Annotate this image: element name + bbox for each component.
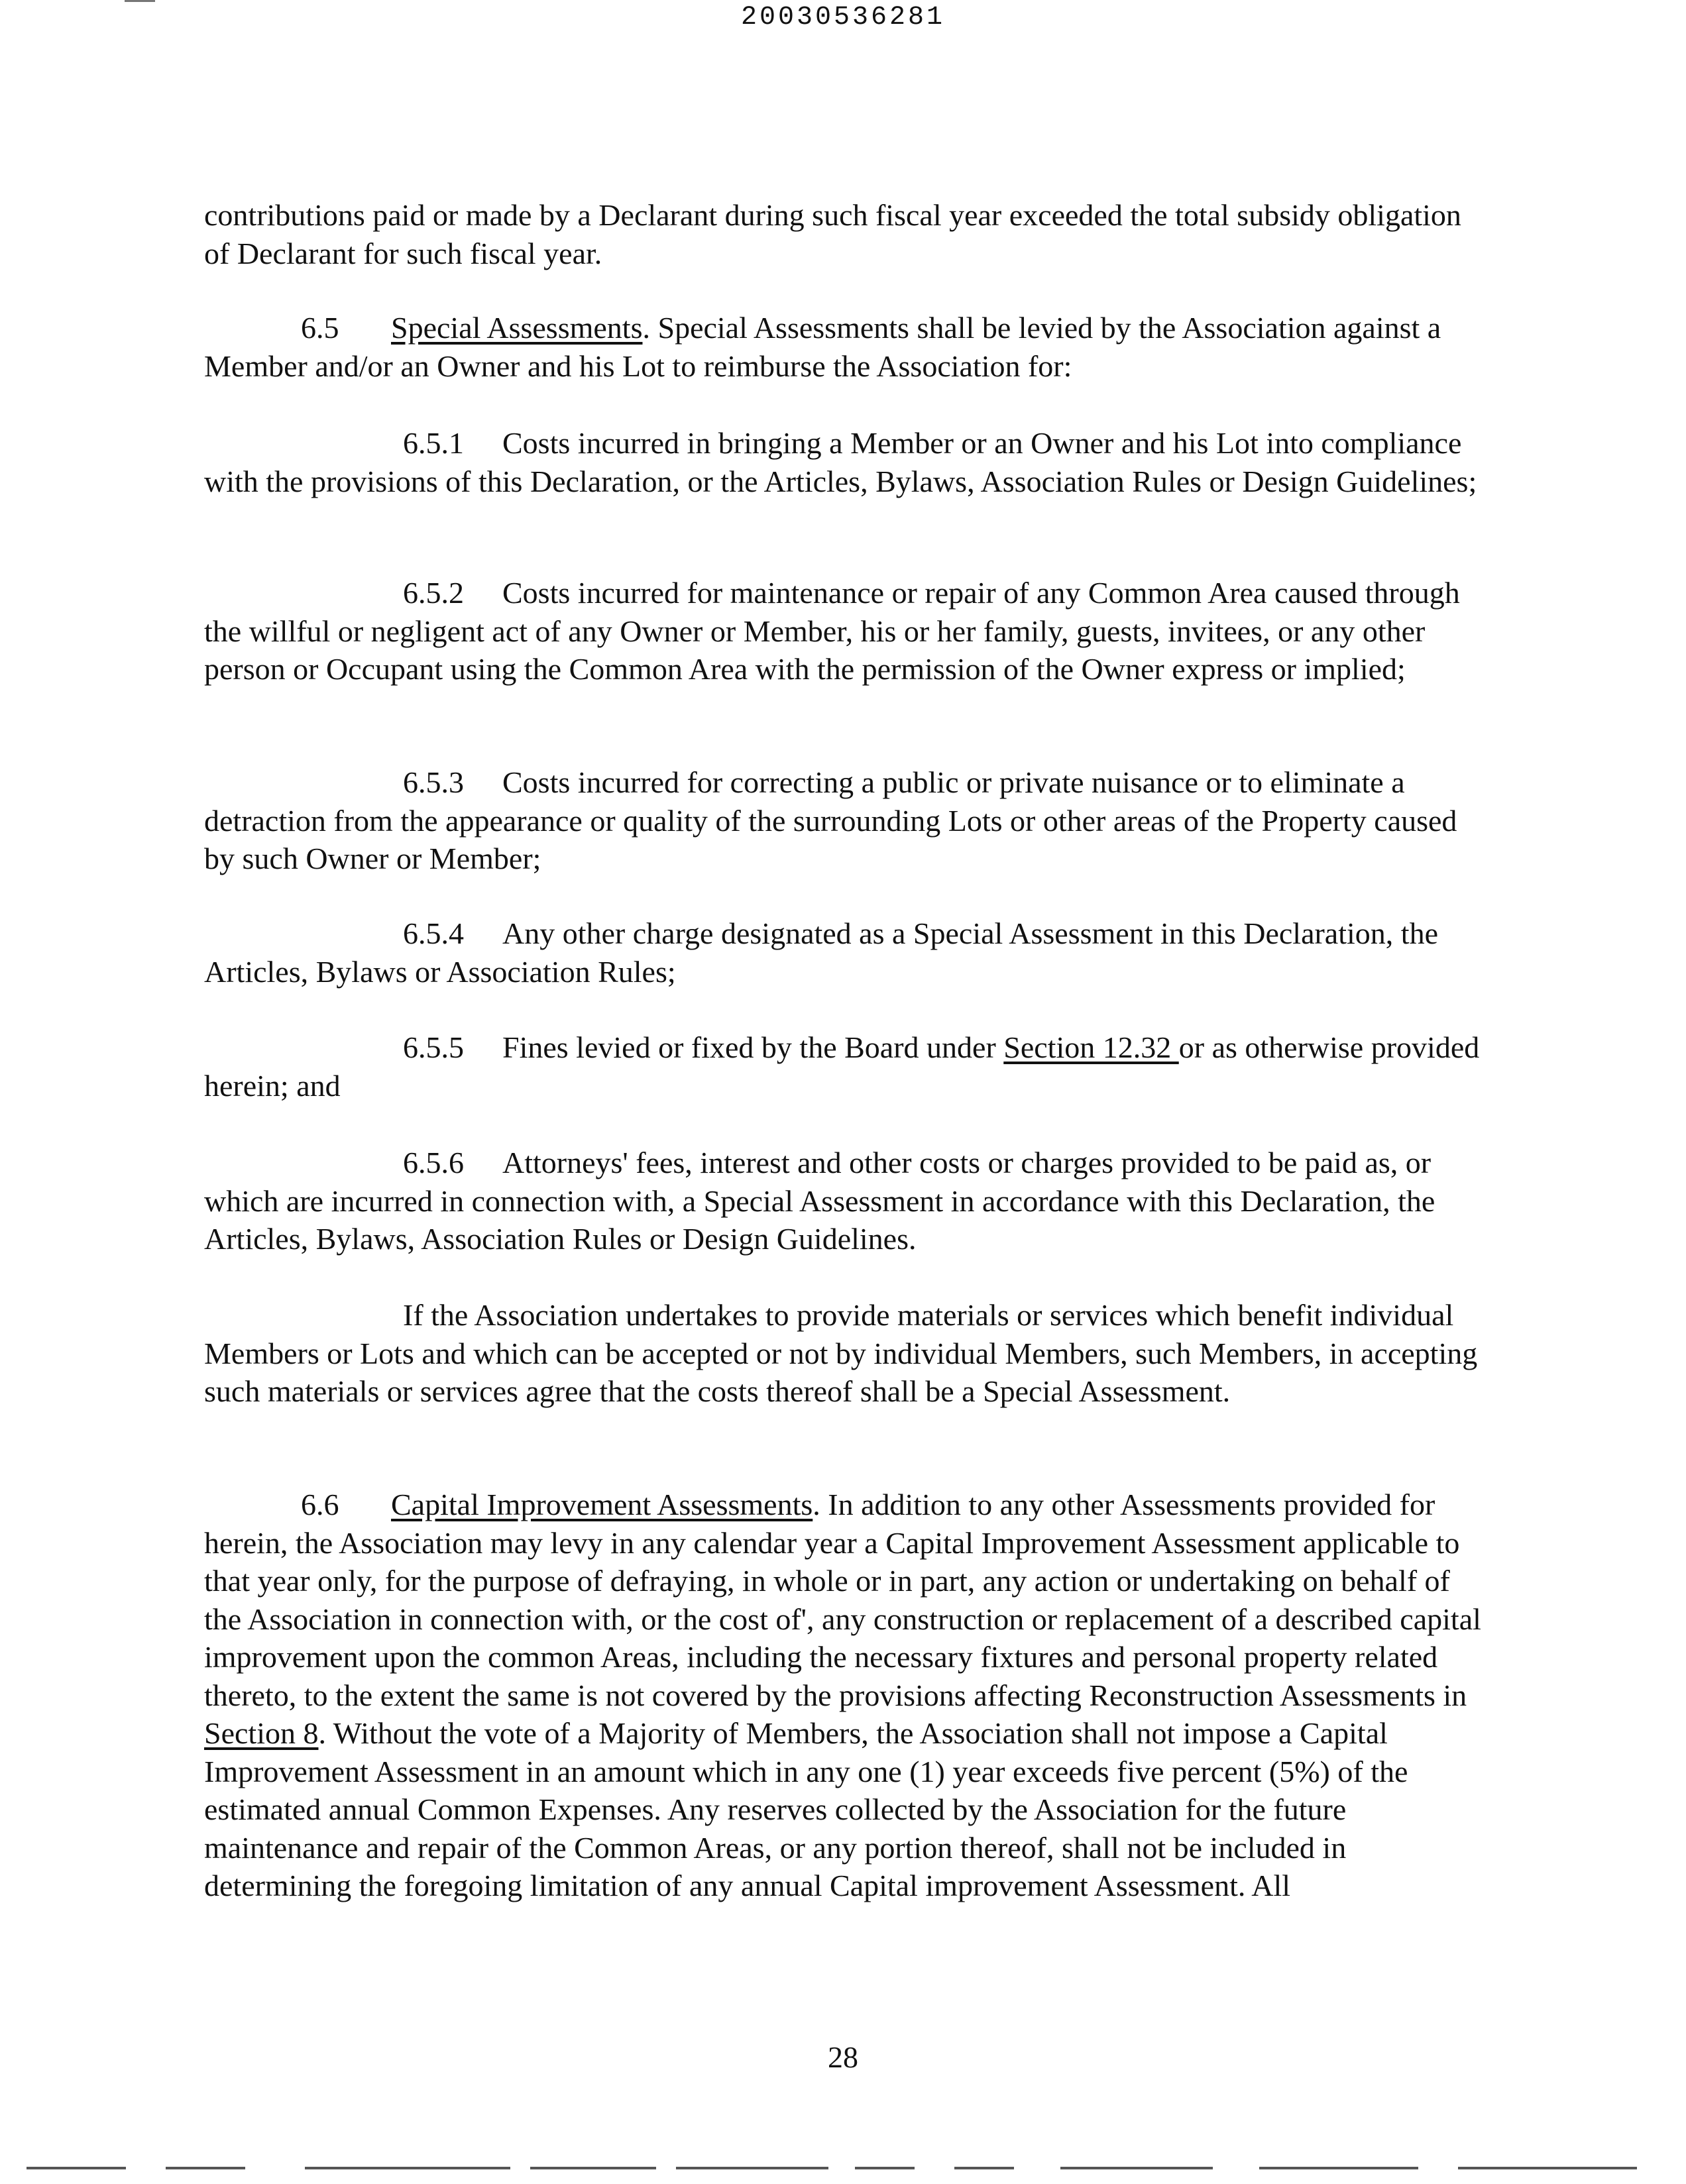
section-text: Attorneys' fees, interest and other costs or charges provided to be paid as, or which are incurred in connection with, a Special Assessment in accordance with this Declaration, the Articles, Bylaws, Association Rules or Design Guidelines.	[204, 1146, 1435, 1256]
section-text: . Special Assessments shall be levied by the Association against a Member and/or an Owner and his Lot to reimburse the Association for:	[204, 311, 1441, 383]
paragraph-continuation: contributions paid or made by a Declarant during such fiscal year exceeded the total subsidy obligation of Declarant for such fiscal year.	[204, 198, 1461, 270]
section-number: 6.6	[301, 1488, 339, 1521]
scan-artifact-line	[530, 2167, 656, 2169]
section-6-5-3	[204, 763, 1490, 878]
section-number: 6.5.3	[403, 765, 464, 799]
section-6-5-2	[204, 574, 1490, 688]
scan-artifact	[125, 0, 155, 2]
scan-artifact-line	[676, 2167, 828, 2169]
section-text: Costs incurred for maintenance or repair of any Common Area caused through the willful or negligent act of any Owner or Member, his or her family, guests, invitees, or any other person or Occupant using the Common Area with the permission of the Owner express or implied;	[204, 576, 1460, 686]
section-number: 6.5.5	[403, 1030, 464, 1064]
paragraph-materials-services: If the Association undertakes to provide materials or services which benefit individual Members or Lots and which can be accepted or not by individual Members, such Members, in accepting such materials or services agree that the costs thereof shall be a Special Assessment.	[204, 1298, 1478, 1408]
section-reference: Section 8	[204, 1716, 319, 1750]
scan-artifact-line	[305, 2167, 510, 2169]
scan-artifact-line	[954, 2167, 1014, 2169]
section-text: Costs incurred in bringing a Member or an Owner and his Lot into compliance with the provisions of this Declaration, or the Articles, Bylaws, Association Rules or Design Guidelines;	[204, 426, 1477, 498]
section-6-5-6	[204, 1144, 1490, 1258]
document-id: 20030536281	[740, 3, 946, 32]
section-6-5-4	[204, 914, 1490, 991]
section-text: . In addition to any other Assessments provided for herein, the Association may levy in any calendar year a Capital Improvement Assessment applicable to that year only, for the purpose of defraying, in whole or in part, any action or undertaking on behalf of the Association in connection with, or the cost of', any construction or replacement of a described capital improvement upon the common Areas, including the necessary fixtures and personal property related thereto, to the extent the same is not covered by the provisions affecting Reconstruction Assessments in	[204, 1488, 1481, 1712]
section-6-5-5	[204, 1028, 1490, 1105]
section-6-5	[204, 309, 1490, 385]
section-heading: Capital Improvement Assessments	[391, 1488, 813, 1521]
section-text: Fines levied or fixed by the Board under	[502, 1030, 1004, 1064]
section-text-after: . Without the vote of a Majority of Members, the Association shall not impose a Capital Improvement Assessment in an amount which in any one (1) year exceeds five percent (5%) of the estimated annual Common Expenses. Any reserves collected by the Association for the future maintenance and repair of the Common Areas, or any portion thereof, shall not be included in determining the foregoing limitation of any annual Capital improvement Assessment. All	[204, 1716, 1408, 1902]
section-number: 6.5.6	[403, 1146, 464, 1179]
scan-artifact-line	[1458, 2167, 1637, 2169]
section-number: 6.5	[301, 311, 339, 345]
section-number: 6.5.2	[403, 576, 464, 610]
scan-artifact-line	[166, 2167, 245, 2169]
section-6-5-1	[204, 424, 1490, 500]
section-number: 6.5.4	[403, 916, 464, 950]
scan-artifact-line	[855, 2167, 915, 2169]
section-number: 6.5.1	[403, 426, 464, 460]
scan-artifact-line	[27, 2167, 126, 2169]
scan-artifact-line	[1060, 2167, 1213, 2169]
section-reference: Section 12.32	[1003, 1030, 1179, 1064]
section-text-after: or as otherwise provided herein; and	[204, 1030, 1480, 1103]
section-heading: Special Assessments	[391, 311, 643, 345]
section-text: Costs incurred for correcting a public or private nuisance or to eliminate a detraction from the appearance or quality of the surrounding Lots or other areas of the Property caused by such Owner or Member;	[204, 765, 1457, 875]
scan-artifact-line	[1259, 2167, 1418, 2169]
section-text: Any other charge designated as a Special Assessment in this Declaration, the Articles, Bylaws or Association Rules;	[204, 916, 1438, 989]
page-number: 28	[828, 2040, 858, 2074]
section-6-6	[204, 1486, 1490, 1905]
